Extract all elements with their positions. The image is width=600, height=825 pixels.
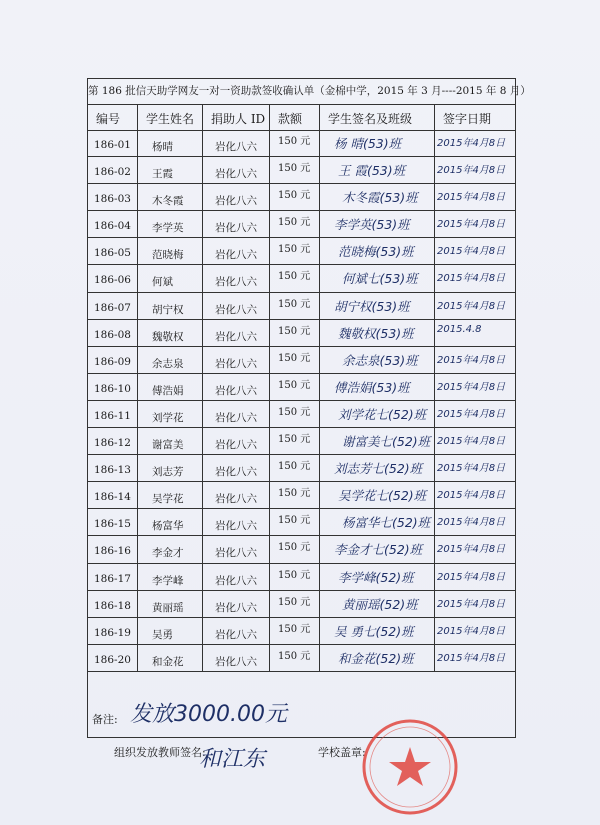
cell-date [435, 238, 515, 264]
cell-date [435, 157, 515, 183]
cell-amount [270, 374, 320, 400]
cell-date-text: 2015年4月8日 [437, 273, 506, 285]
cell-donor-id-text: 岩化八六 [215, 249, 257, 262]
cell-student-name-text: 黄丽瑶 [152, 601, 184, 614]
cell-amount-text: 150 元 [278, 244, 311, 256]
cell-donor-id [203, 564, 270, 590]
cell-donor-id-text: 岩化八六 [215, 357, 257, 370]
cell-id-text: 186-06 [94, 274, 131, 287]
cell-signature-text: 吴学花七(52)班 [338, 488, 427, 504]
cell-amount [270, 265, 320, 291]
cell-donor-id-text: 岩化八六 [215, 168, 257, 181]
cell-date-text: 2015年4月8日 [437, 381, 506, 393]
cell-student-name-text: 李学英 [152, 222, 184, 235]
cell-id [88, 536, 138, 562]
cell-donor-id [203, 211, 270, 237]
table-row [88, 238, 515, 265]
cell-date-text: 2015年4月8日 [437, 490, 506, 502]
table-row [88, 374, 515, 401]
cell-donor-id [203, 591, 270, 617]
cell-id-text: 186-02 [94, 166, 131, 179]
cell-signature-text: 刘志芳七(52)班 [334, 461, 423, 477]
cell-amount [270, 509, 320, 535]
cell-id [88, 455, 138, 481]
header-student-name: 学生姓名 [138, 104, 203, 130]
cell-donor-id-text: 岩化八六 [215, 655, 257, 668]
cell-amount [270, 238, 320, 264]
cell-date-text: 2015.4.8 [437, 323, 482, 335]
cell-amount-text: 150 元 [278, 406, 311, 418]
cell-amount [270, 482, 320, 508]
cell-id [88, 347, 138, 373]
cell-student-name-text: 刘学花 [152, 411, 184, 424]
cell-student-name [138, 455, 203, 481]
cell-donor-id [203, 293, 270, 319]
form-footer [0, 736, 600, 796]
cell-donor-id [203, 238, 270, 264]
cell-amount [270, 320, 320, 346]
header-signature: 学生签名及班级 [320, 104, 435, 130]
cell-amount [270, 157, 320, 183]
table-row [88, 157, 515, 184]
cell-student-name-text: 和金花 [152, 655, 184, 668]
cell-amount [270, 564, 320, 590]
cell-donor-id [203, 536, 270, 562]
header-date: 签字日期 [443, 112, 492, 126]
cell-student-name-text: 傅浩娟 [152, 384, 184, 397]
cell-id-text: 186-01 [94, 139, 131, 151]
cell-donor-id [203, 374, 270, 400]
cell-donor-id-text: 岩化八六 [215, 493, 257, 506]
teacher-signature: 和江东 [199, 747, 266, 772]
cell-donor-id [203, 455, 270, 481]
cell-amount-text: 150 元 [278, 190, 311, 202]
cell-signature-text: 傅浩娟(53)班 [334, 379, 410, 395]
cell-id-text: 186-05 [94, 247, 131, 260]
cell-date [435, 536, 515, 562]
cell-date-text: 2015年4月8日 [437, 625, 506, 637]
cell-date-text: 2015年4月8日 [437, 652, 506, 664]
cell-signature-text: 杨富华七(52)班 [342, 515, 431, 531]
cell-id-text: 186-13 [94, 464, 131, 477]
cell-date [435, 320, 515, 346]
cell-amount-text: 150 元 [278, 515, 311, 527]
cell-date [435, 482, 515, 508]
cell-donor-id [203, 482, 270, 508]
header-donor-id: 捐助人 ID [203, 104, 270, 130]
table-row [88, 591, 515, 618]
cell-signature-text: 和金花(52)班 [338, 650, 414, 666]
cell-amount-text: 150 元 [278, 271, 311, 283]
cell-donor-id [203, 401, 270, 427]
cell-amount [270, 591, 320, 617]
cell-donor-id [203, 320, 270, 346]
cell-signature-text: 范晓梅(53)班 [338, 244, 414, 260]
cell-date [435, 293, 515, 319]
cell-id [88, 293, 138, 319]
cell-date [435, 591, 515, 617]
cell-id-text: 186-08 [94, 328, 131, 341]
cell-signature-text: 胡宁权(53)班 [334, 298, 410, 314]
cell-donor-id [203, 130, 270, 156]
cell-id-text: 186-10 [94, 382, 131, 395]
cell-date [435, 564, 515, 590]
cell-donor-id [203, 157, 270, 183]
cell-amount [270, 211, 320, 237]
cell-donor-id [203, 618, 270, 644]
remark-handwriting: 发放3000.00元 [130, 702, 287, 727]
cell-donor-id-text: 岩化八六 [215, 547, 257, 560]
cell-amount-text: 150 元 [278, 379, 311, 391]
cell-date-text: 2015年4月8日 [437, 544, 506, 556]
cell-date-text: 2015年4月8日 [437, 463, 506, 475]
cell-student-name [138, 564, 203, 590]
table-row [88, 618, 515, 645]
cell-signature [320, 482, 435, 508]
cell-signature-text: 李学英(53)班 [334, 217, 410, 233]
cell-signature-text: 谢富美七(52)班 [342, 434, 431, 450]
cell-id-text: 186-11 [94, 409, 131, 422]
cell-signature [320, 293, 435, 319]
cell-amount-text: 150 元 [278, 434, 311, 446]
cell-student-name-text: 范晓梅 [152, 249, 184, 262]
cell-student-name-text: 胡宁权 [152, 303, 184, 316]
cell-id-text: 186-16 [94, 545, 131, 558]
cell-signature-text: 木冬霞(53)班 [342, 190, 418, 206]
cell-id [88, 211, 138, 237]
cell-date-text: 2015年4月8日 [437, 408, 506, 420]
cell-id [88, 618, 138, 644]
cell-date-text: 2015年4月8日 [437, 571, 506, 583]
header-amount: 款额 [270, 104, 320, 130]
cell-signature [320, 509, 435, 535]
cell-amount-text: 150 元 [278, 352, 311, 364]
cell-student-name-text: 王霞 [152, 168, 173, 181]
cell-signature-text: 余志泉(53)班 [342, 352, 418, 368]
cell-student-name-text: 李金才 [152, 547, 184, 560]
cell-student-name [138, 618, 203, 644]
school-seal-stamp [360, 717, 460, 817]
cell-donor-id [203, 509, 270, 535]
cell-amount [270, 428, 320, 454]
teacher-signature-label: 组织发放教师签名: [114, 746, 206, 759]
cell-student-name-text: 木冬霞 [152, 195, 184, 208]
cell-amount-text: 150 元 [278, 650, 311, 662]
cell-signature-text: 吴 勇七(52)班 [334, 623, 414, 639]
cell-date-text: 2015年4月8日 [437, 436, 506, 448]
cell-amount-text: 150 元 [278, 488, 311, 500]
table-row [88, 509, 515, 536]
cell-donor-id-text: 岩化八六 [215, 601, 257, 614]
cell-signature [320, 211, 435, 237]
cell-id-text: 186-20 [94, 653, 131, 666]
table-row [88, 130, 515, 157]
cell-id-text: 186-12 [94, 437, 131, 450]
cell-student-name [138, 130, 203, 156]
cell-signature [320, 428, 435, 454]
cell-signature-text: 王 霞(53)班 [338, 163, 406, 179]
cell-amount-text: 150 元 [278, 298, 311, 310]
cell-student-name [138, 482, 203, 508]
cell-student-name-text: 余志泉 [152, 357, 184, 370]
cell-donor-id-text: 岩化八六 [215, 628, 257, 641]
cell-signature-text: 黄丽瑶(52)班 [342, 596, 418, 612]
header-id: 编号 [88, 104, 138, 130]
cell-id-text: 186-15 [94, 518, 131, 531]
table-body [88, 130, 515, 672]
cell-signature [320, 347, 435, 373]
cell-date [435, 211, 515, 237]
cell-signature-text: 杨 晴(53)班 [334, 136, 402, 151]
cell-id [88, 157, 138, 183]
table-row [88, 320, 515, 347]
cell-student-name-text: 杨富华 [152, 520, 184, 533]
table-row [88, 211, 515, 238]
table-row [88, 265, 515, 292]
cell-amount-text: 150 元 [278, 217, 311, 229]
cell-student-name [138, 428, 203, 454]
cell-amount-text: 150 元 [278, 325, 311, 337]
cell-student-name [138, 536, 203, 562]
cell-amount-text: 150 元 [278, 542, 311, 554]
cell-student-name-text: 吴学花 [152, 493, 184, 506]
cell-date [435, 509, 515, 535]
cell-student-name-text: 魏敬权 [152, 330, 184, 343]
cell-amount [270, 130, 320, 156]
cell-signature [320, 320, 435, 346]
cell-id-text: 186-09 [94, 355, 131, 368]
cell-signature [320, 157, 435, 183]
cell-student-name-text: 谢富美 [152, 439, 184, 452]
cell-signature-text: 刘学花七(52)班 [338, 406, 427, 422]
table-row [88, 482, 515, 509]
cell-signature [320, 591, 435, 617]
cell-date [435, 184, 515, 210]
cell-signature [320, 455, 435, 481]
cell-donor-id-text: 岩化八六 [215, 303, 257, 316]
cell-date [435, 374, 515, 400]
remark-label: 备注: [92, 713, 118, 726]
cell-donor-id-text: 岩化八六 [215, 384, 257, 397]
cell-student-name [138, 184, 203, 210]
cell-id [88, 564, 138, 590]
cell-amount-text: 150 元 [278, 623, 311, 635]
cell-donor-id-text: 岩化八六 [215, 195, 257, 208]
cell-donor-id-text: 岩化八六 [215, 276, 257, 289]
cell-student-name [138, 509, 203, 535]
cell-donor-id [203, 428, 270, 454]
cell-student-name [138, 293, 203, 319]
table-row [88, 536, 515, 563]
cell-signature [320, 130, 435, 156]
cell-id [88, 482, 138, 508]
cell-id-text: 186-04 [94, 220, 131, 233]
cell-date [435, 428, 515, 454]
cell-donor-id-text: 岩化八六 [215, 411, 257, 424]
cell-id [88, 130, 138, 156]
cell-date [435, 455, 515, 481]
cell-signature-text: 李学峰(52)班 [338, 569, 414, 585]
cell-date [435, 347, 515, 373]
cell-id-text: 186-03 [94, 193, 131, 206]
cell-student-name-text: 吴勇 [152, 628, 173, 641]
table-row [88, 455, 515, 482]
cell-donor-id-text: 岩化八六 [215, 222, 257, 235]
cell-amount-text: 150 元 [278, 136, 311, 147]
cell-id [88, 265, 138, 291]
cell-id [88, 401, 138, 427]
cell-date-text: 2015年4月8日 [437, 354, 506, 366]
cell-signature [320, 536, 435, 562]
cell-date [435, 130, 515, 156]
cell-student-name [138, 401, 203, 427]
school-stamp-label: 学校盖章: [318, 746, 366, 759]
cell-date-text: 2015年4月8日 [437, 165, 506, 177]
cell-amount [270, 401, 320, 427]
cell-student-name-text: 杨晴 [152, 141, 173, 153]
cell-student-name-text: 李学峰 [152, 574, 184, 587]
cell-date-text: 2015年4月8日 [437, 598, 506, 610]
cell-id-text: 186-07 [94, 301, 131, 314]
cell-amount [270, 536, 320, 562]
cell-date-text: 2015年4月8日 [437, 517, 506, 529]
cell-amount-text: 150 元 [278, 596, 311, 608]
cell-amount [270, 347, 320, 373]
cell-donor-id [203, 184, 270, 210]
cell-amount [270, 293, 320, 319]
cell-id [88, 320, 138, 346]
table-row [88, 428, 515, 455]
cell-signature [320, 401, 435, 427]
cell-id-text: 186-14 [94, 491, 131, 504]
cell-student-name [138, 374, 203, 400]
form-title: 第 186 批信天助学网友一对一资助款签收确认单（金棉中学，2015 年 3 月----2015 年 8 月） [88, 79, 515, 105]
cell-amount-text: 150 元 [278, 569, 311, 581]
cell-signature [320, 238, 435, 264]
cell-signature [320, 374, 435, 400]
cell-student-name [138, 238, 203, 264]
cell-signature-text: 李金才七(52)班 [334, 542, 423, 558]
cell-student-name [138, 591, 203, 617]
cell-date-text: 2015年4月8日 [437, 138, 506, 149]
confirmation-form [87, 78, 531, 738]
cell-date [435, 618, 515, 644]
cell-donor-id-text: 岩化八六 [215, 520, 257, 533]
cell-signature-text: 何斌七(53)班 [342, 271, 418, 287]
cell-date-text: 2015年4月8日 [437, 219, 506, 231]
cell-id [88, 509, 138, 535]
cell-student-name-text: 何斌 [152, 276, 173, 289]
cell-amount-text: 150 元 [278, 163, 311, 175]
cell-donor-id [203, 347, 270, 373]
cell-id [88, 184, 138, 210]
cell-amount [270, 618, 320, 644]
table-header [88, 104, 515, 131]
cell-student-name [138, 320, 203, 346]
cell-donor-id-text: 岩化八六 [215, 574, 257, 587]
cell-id [88, 238, 138, 264]
cell-donor-id-text: 岩化八六 [215, 466, 257, 479]
cell-id [88, 591, 138, 617]
cell-date-text: 2015年4月8日 [437, 192, 506, 204]
cell-id-text: 186-18 [94, 599, 131, 612]
cell-signature-text: 魏敬权(53)班 [338, 325, 414, 341]
cell-signature [320, 618, 435, 644]
cell-student-name-text: 刘志芳 [152, 466, 184, 479]
cell-id [88, 428, 138, 454]
cell-date-text: 2015年4月8日 [437, 246, 506, 258]
cell-amount-text: 150 元 [278, 461, 311, 473]
cell-donor-id-text: 岩化八六 [215, 141, 257, 153]
cell-student-name [138, 211, 203, 237]
cell-id-text: 186-17 [94, 572, 131, 585]
table-row [88, 184, 515, 211]
table-row [88, 401, 515, 428]
cell-amount [270, 455, 320, 481]
cell-id-text: 186-19 [94, 626, 131, 639]
cell-student-name [138, 265, 203, 291]
cell-id [88, 374, 138, 400]
cell-donor-id-text: 岩化八六 [215, 439, 257, 452]
table-row [88, 293, 515, 320]
cell-donor-id [203, 265, 270, 291]
cell-donor-id-text: 岩化八六 [215, 330, 257, 343]
cell-signature [320, 564, 435, 590]
table-row [88, 347, 515, 374]
cell-signature [320, 265, 435, 291]
cell-signature [320, 184, 435, 210]
cell-date [435, 401, 515, 427]
cell-student-name [138, 347, 203, 373]
cell-date [435, 265, 515, 291]
cell-date-text: 2015年4月8日 [437, 300, 506, 312]
table-row [88, 564, 515, 591]
cell-amount [270, 184, 320, 210]
cell-student-name [138, 157, 203, 183]
